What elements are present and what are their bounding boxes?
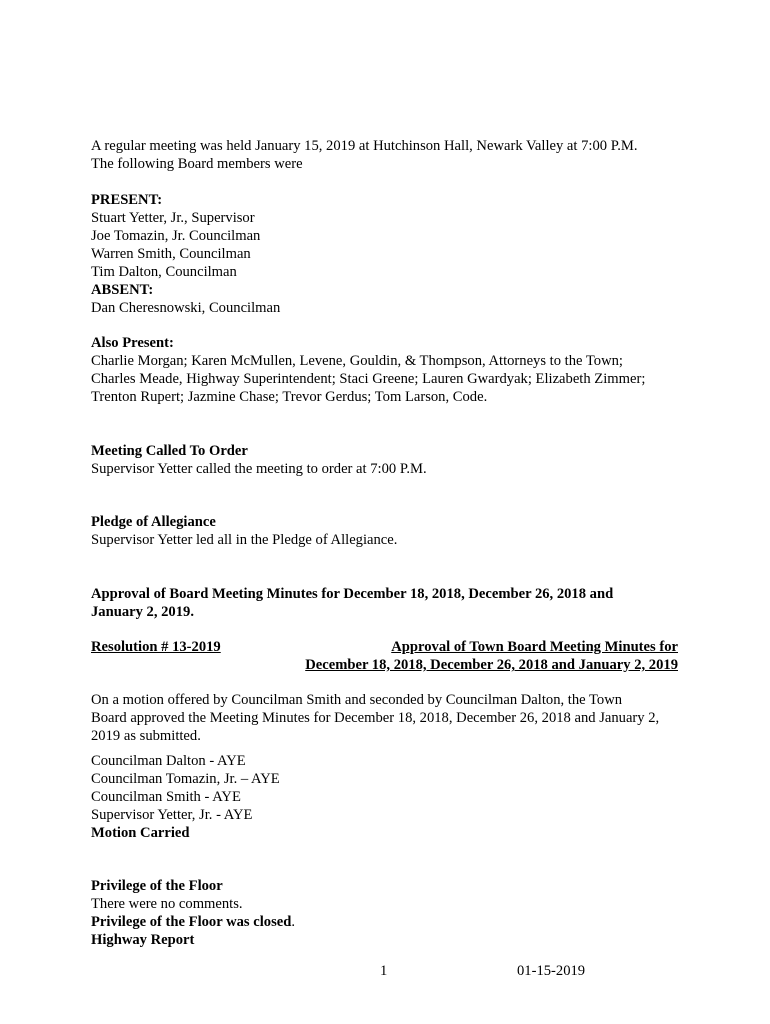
- highway-heading: Highway Report: [91, 932, 195, 948]
- privilege-text: There were no comments.: [91, 896, 243, 912]
- privilege-closed: [91, 913, 295, 931]
- resolution-number: Resolution # 13-2019: [91, 639, 221, 655]
- call-to-order-text: Supervisor Yetter called the meeting to order at 7:00 P.M.: [91, 461, 427, 477]
- resolution-title: Approval of Town Board Meeting Minutes for: [391, 639, 678, 655]
- resolution-title: December 18, 2018, December 26, 2018 and January 2, 2019: [305, 657, 678, 673]
- also-present-line: Charlie Morgan; Karen McMullen, Levene, Gouldin, & Thompson, Attorneys to the Town;: [91, 353, 623, 369]
- vote-line: Supervisor Yetter, Jr. - AYE: [91, 807, 253, 823]
- footer-date: 01-15-2019: [517, 963, 586, 979]
- motion-text: On a motion offered by Councilman Smith and seconded by Councilman Dalton, the Town: [91, 692, 623, 708]
- also-present-line: Charles Meade, Highway Superintendent; Staci Greene; Lauren Gwardyak; Elizabeth Zimmer;: [91, 371, 646, 387]
- vote-line: Councilman Dalton - AYE: [91, 753, 246, 769]
- vote-line: Councilman Smith - AYE: [91, 789, 241, 805]
- motion-result: Motion Carried: [91, 825, 190, 841]
- present-member: Stuart Yetter, Jr., Supervisor: [91, 210, 255, 226]
- approval-heading: Approval of Board Meeting Minutes for December 18, 2018, December 26, 2018 and: [91, 586, 614, 602]
- present-member: Joe Tomazin, Jr. Councilman: [91, 228, 261, 244]
- motion-text: 2019 as submitted.: [91, 728, 201, 744]
- pledge-text: Supervisor Yetter led all in the Pledge of Allegiance.: [91, 532, 398, 548]
- privilege-heading: Privilege of the Floor: [91, 878, 223, 894]
- privilege-closed-period: .: [291, 914, 296, 930]
- present-member: Tim Dalton, Councilman: [91, 264, 237, 280]
- approval-heading: January 2, 2019.: [91, 604, 194, 620]
- page-number: 1: [380, 963, 388, 979]
- motion-text: Board approved the Meeting Minutes for December 18, 2018, December 26, 2018 and January 2,: [91, 710, 660, 726]
- present-member: Warren Smith, Councilman: [91, 246, 251, 262]
- intro-line-2: The following Board members were: [91, 156, 303, 172]
- privilege-closed-text: Privilege of the Floor was closed: [91, 914, 292, 930]
- absent-member: Dan Cheresnowski, Councilman: [91, 300, 281, 316]
- absent-heading: ABSENT:: [91, 282, 154, 298]
- also-present-line: Trenton Rupert; Jazmine Chase; Trevor Gerdus; Tom Larson, Code.: [91, 389, 488, 405]
- pledge-heading: Pledge of Allegiance: [91, 514, 216, 530]
- call-to-order-heading: Meeting Called To Order: [91, 443, 248, 459]
- present-heading: PRESENT:: [91, 192, 163, 208]
- vote-line: Councilman Tomazin, Jr. – AYE: [91, 771, 280, 787]
- also-present-heading: Also Present:: [91, 335, 174, 351]
- intro-line-1: A regular meeting was held January 15, 2019 at Hutchinson Hall, Newark Valley at 7:00 P.M.: [91, 138, 638, 154]
